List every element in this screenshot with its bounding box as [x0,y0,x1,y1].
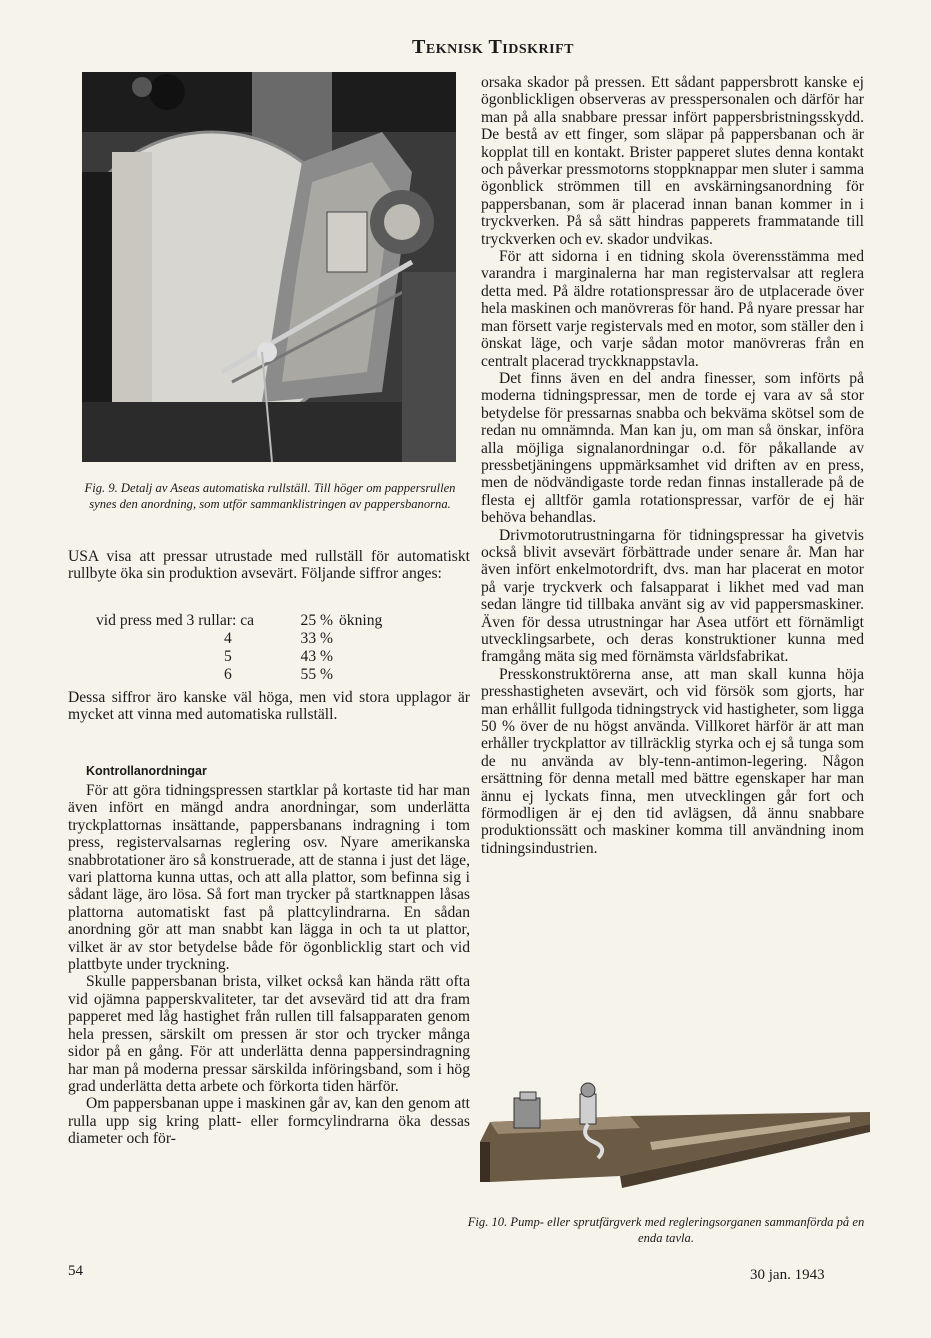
intro-text: USA visa att pressar utrustade med rullställ för automatiskt rullbyte öka sin produktion avsevärt. Följande siffror anges: [68,548,470,583]
section-heading: Kontrollanordningar [86,764,207,778]
page-header: Teknisk Tidskrift [412,36,574,58]
table-row [96,612,476,630]
table-cell-label: 6 [224,666,232,683]
table-cell-label: vid press med 3 rullar: ca [96,612,255,629]
paragraph: För att sidorna i en tidning skola överensstämma med varandra i marginalerna har man registervalsar att reglera detta med. På äldre rotationspressar äro de utplacerade över hela maskinen och manövreras för hand. På nyare pressar har man försett varje registervals med en motor, som ställer den i önskat läge, och varje sådan motor manövreras från en centralt placerad tryckknappstavla. [481,248,864,370]
figure-10-photo [470,1072,870,1208]
table-row [96,666,476,684]
table-cell-pct: 55 % [300,666,333,683]
figure-9-caption: Fig. 9. Detalj av Aseas automatiska rullställ. Till höger om pappersrullen synes den anordning, som utför sammanklistringen av pappersbanorna. [84,481,456,511]
paragraph: Om pappersbanan uppe i maskinen går av, kan den genom att rulla upp sig kring platt- eller formcylindrarna öka dessas diameter och för- [68,1095,470,1148]
intro-paragraph [68,548,470,583]
table-cell-label: 5 [224,648,232,665]
right-column-body [481,74,864,857]
paragraph: orsaka skador på pressen. Ett sådant pappersbrott kanske ej ögonblickligen observeras av presspersonalen och därför har man på alla snabbare pressar infört pappersbristningsskydd. De bestå av ett finger, som släpar på pappersbanan och är kopplat till en kontakt. Brister papperet slutes denna kontakt och påverkar pressmotorns stoppknappar men sluter i samma ögonblick strömmen till en avskärningsanordning för pappersbanan, som är placerad innan banan kommer in i tryckverken. På så sätt hindras papperets frammatande till tryckverken och ev. skador undvikas. [481,74,864,248]
figure-9-photo [82,72,456,462]
paragraph: Det finns även en del andra finesser, som införts på moderna tidningspressar, men de torde ej vara av så stor betydelse för pressarnas snabba och bekväma skötsel som de redan nu omnämnda. Man kan ju, om man så önskar, införa alla möjliga signalanordningar o.d. för påkallande av pressbetjäningens uppmärksamhet vid driften av en press, men de nödvändigaste torde redan finnas installerade på de flesta ej alltför gamla rotationspressar, varför de ej här behöva behandlas. [481,369,864,527]
page-number: 54 [68,1263,83,1279]
paragraph: Skulle pappersbanan brista, vilket också kan hända rätt ofta vid ojämna papperskvaliteter, tar det avsevärd tid att dra fram papperet med låg hastighet från rullen till falsapparaten genom hela pressen, särskilt om pressen är stor och trycker många sidor på en gång. För att underlätta denna pappersindragning har man på moderna pressar särskilda införingsband, som i hög grad underlätta detta arbete och förkorta tiden härför. [68,973,470,1095]
table-cell-label: 4 [224,630,232,647]
paragraph: Drivmotorutrustningarna för tidningspressar ha givetvis också blivit avsevärt förbättrade under senare år. Man har även infört enkelmotordrift, dvs. man har placerat en motor på varje tryckverk och falsapparat i likhet med vad man sedan längre tid tillbaka använt sig av vid pappersmaskiner. Även för dessa utrustningar har Asea utfört ett förnämligt utvecklingsarbete, och deras konstruktioner kunna med framgång mäta sig med förnämsta världsfabrikat. [481,526,864,666]
left-column-body [68,782,470,1148]
table-cell-pct: 33 % [300,630,333,647]
figure-10-caption: Fig. 10. Pump- eller sprutfärgverk med regleringsorganen sammanförda på en enda tavla. [467,1215,865,1245]
production-increase-table [96,612,476,684]
table-cell-pct: 43 % [300,648,333,665]
table-row [96,630,476,648]
after-table-paragraph [68,689,470,724]
after-table-text: Dessa siffror äro kanske väl höga, men vid stora upplagor är mycket att vinna med automatiska rullställ. [68,689,470,724]
paragraph: För att göra tidningspressen startklar på kortaste tid har man även infört en mängd andra anordningar, som underlätta tryckplattornas insättande, pappersbanans indragning i tom press, registervalsarnas reglering osv. Nyare amerikanska snabbrotationer äro så konstruerade, att de stanna i just det läge, vari plattorna kunna uttas, och att alla plattor, som befinna sig i sådant läge, äro lösa. Så fort man trycker på startknappen låsas plattorna automatiskt fast på plattcylindrarna. En sådan anordning gör att man snabbt kan lägga in och ta ut plattor, vilket är av stor betydelse både för ögonblicklig start och vid plattbyte under tryckning. [68,782,470,974]
issue-date: 30 jan. 1943 [750,1267,825,1283]
table-cell-pct: 25 % [300,612,333,629]
paragraph: Presskonstruktörerna anse, att man skall kunna höja presshastigheten avsevärt, och vid försök som gjorts, har man erhållit fullgoda tidningstryck vid hastigheter, som ligga 50 % över de nu högst använda. Villkoret härför är att man erhåller tryckplattor av tillräcklig styrka och ej så tunga som de nu använda av bly-tenn-antimon-legering. Någon ersättning för denna metall med bättre egenskaper har man ännu ej lyckats finna, men utvecklingen går fort och förmodligen är ej den tid avlägsen, då ännu snabbare produktionssätt och maskiner komma till användning inom tidningsindustrien. [481,665,864,857]
table-row [96,648,476,666]
table-cell-note: ökning [339,612,383,629]
